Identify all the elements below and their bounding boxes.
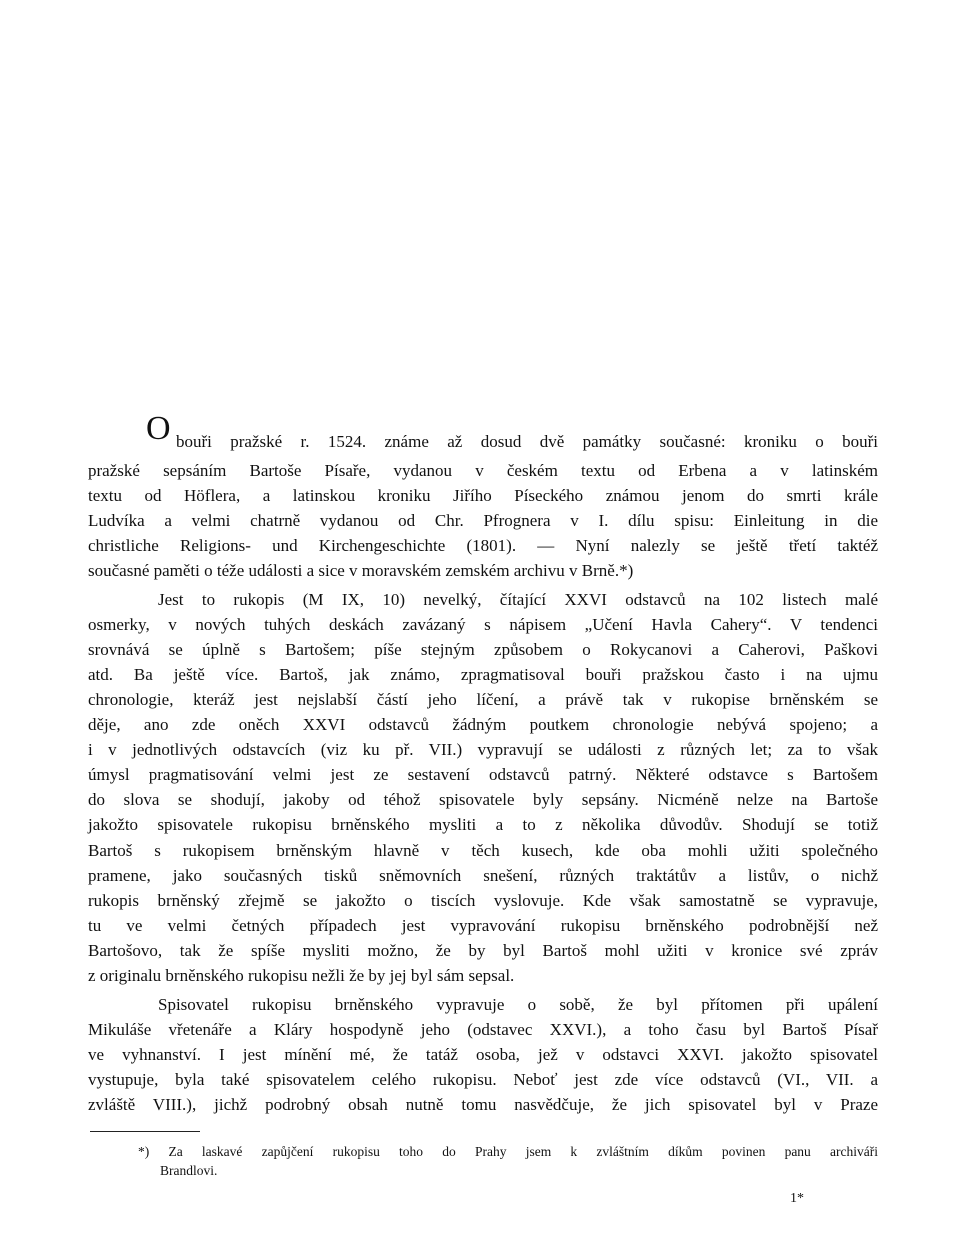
text-line: Ludvíka a velmi chatrně vydanou od Chr. Pfrognera v I. dílu spisu: Einleitung in die	[88, 511, 878, 530]
text-line: současné paměti o téže události a sice v moravském zemském archivu v Brně.*)	[88, 561, 634, 580]
text-line: z originalu brněnského rukopisu nežli že by jej byl sám sepsal.	[88, 966, 515, 985]
text-line: Mikuláše vřetenáře a Kláry hospodyně jeho (odstavec XXVI.), a toho času byl Bartoš Písař	[88, 1020, 878, 1039]
text-line: Bartošovo, tak že spíše mysliti možno, že by byl Bartoš mohl užiti v kronice své zpráv	[88, 941, 878, 960]
text-line: i v jednotlivých odstavcích (viz ku př. VII.) vypravují se události z různých let; za to však	[88, 740, 878, 759]
text-line: osmerky, v nových tuhých deskách zavázaný s nápisem „Učení Havla Cahery“. V tendenci	[88, 615, 878, 634]
text-line: pramene, jako současných tisků sněmovních snešení, různých traktátův a listův, o nichž	[88, 866, 878, 885]
text-line: textu od Höflera, a latinskou kroniku Jiřího Píseckého známou jenom do smrti krále	[88, 486, 878, 505]
drop-cap: O	[146, 410, 171, 447]
text-line: srovnává se úplně s Bartošem; píše stejným způsobem o Rokycanovi a Caherovi, Paškovi	[88, 640, 878, 659]
footnote-line: *) Za laskavé zapůjčení rukopisu toho do Prahy jsem k zvláštním díkům povinen panu archiváři	[138, 1144, 878, 1159]
text-line: jakožto spisovatele rukopisu brněnského mysliti a to z několika důvodův. Shodují se totiž	[88, 815, 878, 834]
text-line: ve vyhnanství. I jest mínění mé, že tatáž osoba, jež v odstavci XXVI. jakožto spisovatel	[88, 1045, 878, 1064]
text-line: pražské sepsáním Bartoše Písaře, vydanou v českém textu od Erbena a v latinském	[88, 461, 878, 480]
footnote-line: Brandlovi.	[160, 1163, 218, 1178]
footnote-rule	[90, 1131, 200, 1132]
text-line: vystupuje, byla také spisovatelem celého rukopisu. Neboť jest zde více odstavců (VI., VII. a	[88, 1070, 878, 1089]
text-line: do slova se shodují, jakoby od téhož spisovatele byly sepsány. Nicméně nelze na Bartoše	[88, 790, 878, 809]
text-line: tu ve velmi četných případech jest vypravování rukopisu brněnského podrobnější než	[88, 916, 878, 935]
text-line: zvláště VIII.), jichž podrobný obsah nutně tomu nasvědčuje, že jich spisovatel byl v Praze	[88, 1095, 878, 1114]
text-line: Bartoš s rukopisem brněnským hlavně v těch kusech, kde oba mohli užiti společného	[88, 841, 878, 860]
page-number: 1*	[790, 1191, 804, 1206]
text-line: děje, ano zde oněch XXVI odstavců žádným poutkem chronologie nebývá spojeno; a	[88, 715, 878, 734]
text-line: Spisovatel rukopisu brněnského vypravuje o sobě, že byl přítomen při upálení	[158, 995, 878, 1014]
text-line: úmysl pragmatisování velmi jest ze sestavení odstavců patrný. Některé odstavce s Bartošem	[88, 765, 878, 784]
text-line: chronologie, kteráž jest nejslabší částí jeho líčení, a právě tak v rukopise brněnském se	[88, 690, 878, 709]
text-line: Jest to rukopis (M IX, 10) nevelký, čítající XXVI odstavců na 102 listech malé	[158, 590, 878, 609]
text-line: christliche Religions- und Kirchengeschichte (1801). — Nyní nalezly se ještě třetí taktéž	[88, 536, 878, 555]
text-line: atd. Ba ještě více. Bartoš, jak známo, zpragmatisoval bouři pražskou často i na ujmu	[88, 665, 878, 684]
text-line: bouři pražské r. 1524. známe až dosud dvě památky současné: kroniku o bouři	[176, 432, 878, 451]
text-line: rukopis brněnský zřejmě se jakožto o tiscích vyslovuje. Kde však samostatně se vypravuje,	[88, 891, 878, 910]
